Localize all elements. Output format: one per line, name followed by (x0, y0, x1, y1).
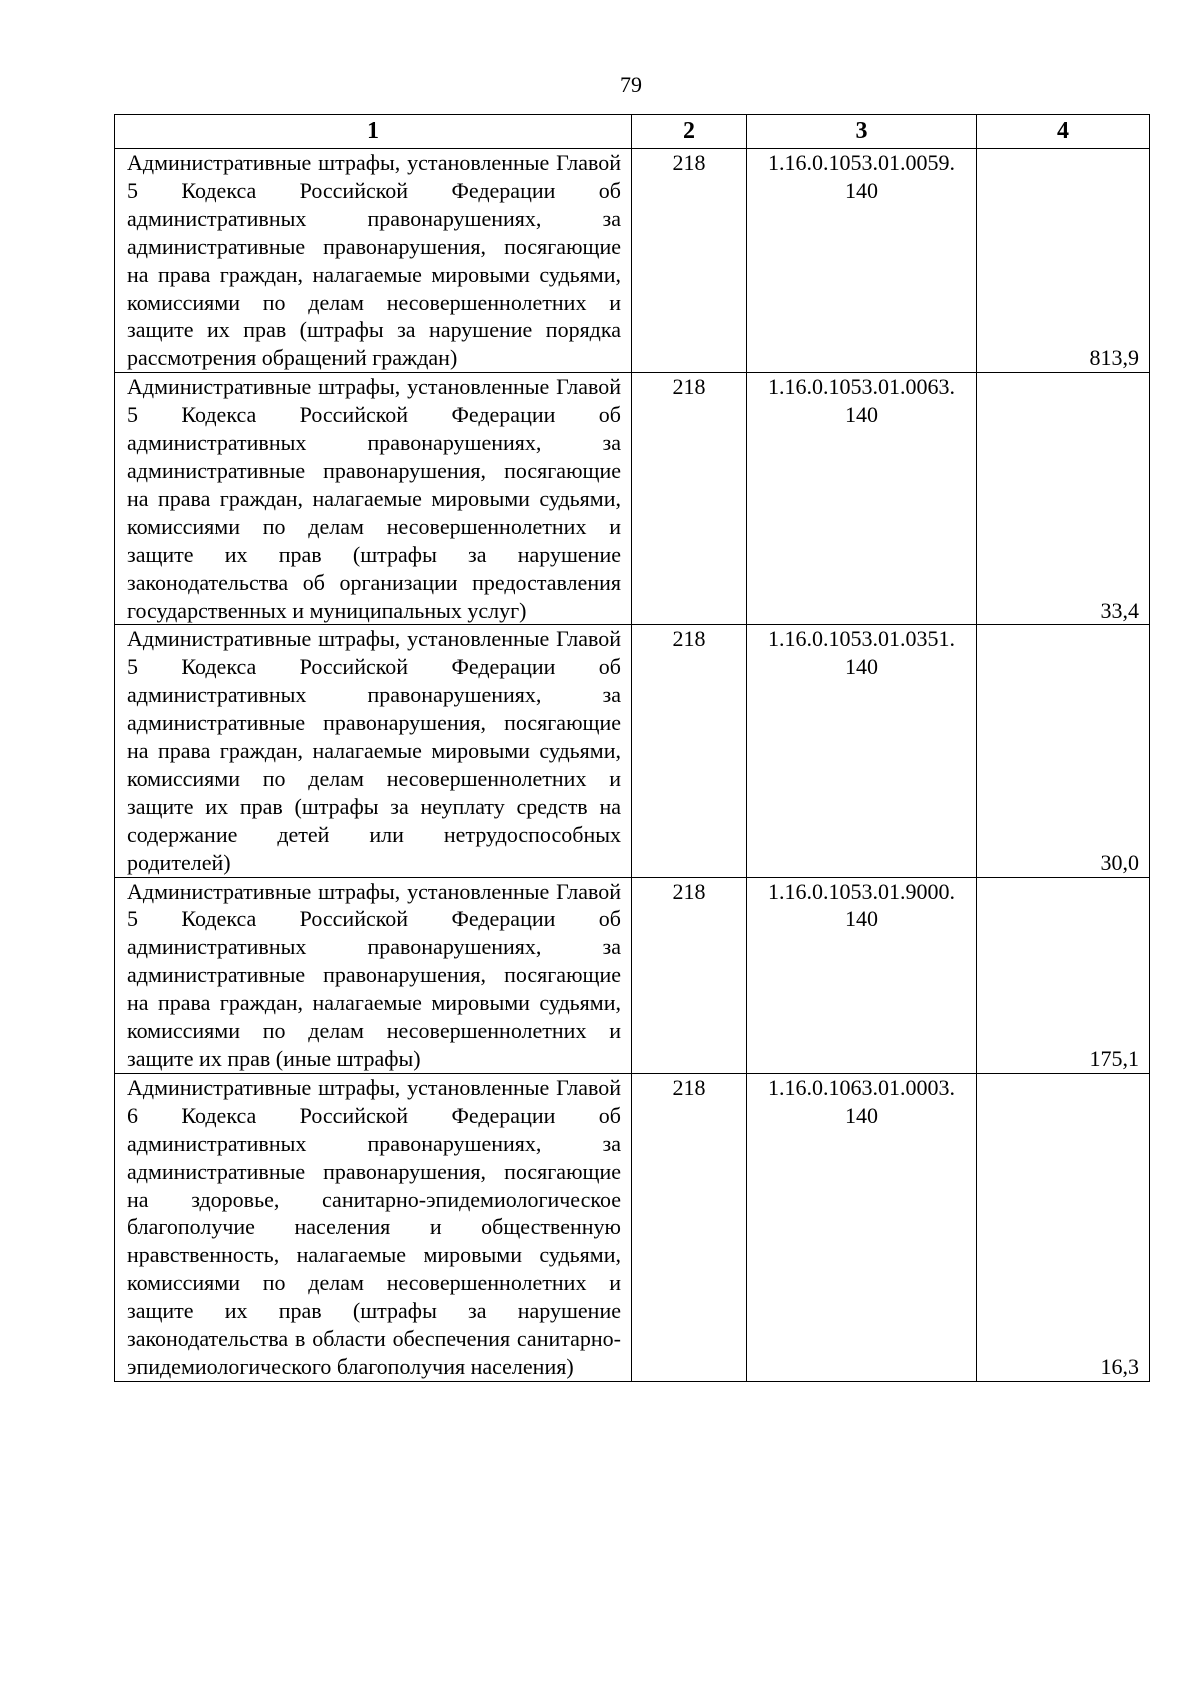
administrator-code-cell: 218 (632, 877, 747, 1073)
classification-code-cell (747, 625, 977, 877)
classification-code-line2: 140 (845, 906, 878, 932)
classification-code-line1: 1.16.0.1053.01.0063. (768, 374, 955, 400)
amount-cell: 813,9 (977, 149, 1150, 373)
column-header-1: 1 (115, 115, 632, 149)
amount-cell: 16,3 (977, 1073, 1150, 1381)
header-row (115, 115, 1150, 149)
income-name-cell: Административные штрафы, установленные Главой 5 Кодекса Российской Федерации об административных правонарушениях, за административные правонарушения, посягающие на права граждан, налагаемые мировыми судьями, комиссиями по делам несовершеннолетних и защите их прав (штрафы за нарушение законодательства об организации предоставления государственных и муниципальных услуг) (115, 373, 632, 625)
income-name-cell: Административные штрафы, установленные Главой 5 Кодекса Российской Федерации об административных правонарушениях, за административные правонарушения, посягающие на права граждан, налагаемые мировыми судьями, комиссиями по делам несовершеннолетних и защите их прав (штрафы за нарушение порядка рассмотрения обращений граждан) (115, 149, 632, 373)
income-name-cell: Административные штрафы, установленные Главой 5 Кодекса Российской Федерации об административных правонарушениях, за административные правонарушения, посягающие на права граждан, налагаемые мировыми судьями, комиссиями по делам несовершеннолетних и защите их прав (штрафы за неуплату средств на содержание детей или нетрудоспособных родителей) (115, 625, 632, 877)
table-row (115, 625, 1150, 877)
table-header (115, 115, 1150, 149)
administrator-code-cell: 218 (632, 149, 747, 373)
classification-code-cell (747, 373, 977, 625)
budget-revenue-table (114, 114, 1150, 1382)
classification-code-line1: 1.16.0.1053.01.0059. (768, 150, 955, 175)
table-row (115, 1073, 1150, 1381)
administrator-code-cell: 218 (632, 373, 747, 625)
administrator-code-cell: 218 (632, 625, 747, 877)
classification-code-cell (747, 1073, 977, 1381)
classification-code-line2: 140 (845, 1102, 878, 1128)
classification-code-line1: 1.16.0.1063.01.0003. (768, 1074, 955, 1100)
income-name-cell: Административные штрафы, установленные Главой 6 Кодекса Российской Федерации об административных правонарушениях, за административные правонарушения, посягающие на здоровье, санитарно-эпидемиологическое благополучие населения и общественную нравственность, налагаемые мировыми судьями, комиссиями по делам несовершеннолетних и защите их прав (штрафы за нарушение законодательства в области обеспечения санитарно-эпидемиологического благополучия населения) (115, 1073, 632, 1381)
classification-code-line1: 1.16.0.1053.01.9000. (768, 878, 955, 904)
classification-code-line2: 140 (845, 654, 878, 680)
classification-code-line2: 140 (845, 402, 878, 428)
administrator-code-cell: 218 (632, 1073, 747, 1381)
amount-cell: 30,0 (977, 625, 1150, 877)
table-body (115, 149, 1150, 1382)
classification-code-cell (747, 149, 977, 373)
classification-code-line2: 140 (845, 177, 878, 203)
column-header-3: 3 (747, 115, 977, 149)
table-row (115, 877, 1150, 1073)
table-row (115, 149, 1150, 373)
classification-code-cell (747, 877, 977, 1073)
column-header-2: 2 (632, 115, 747, 149)
income-name-cell: Административные штрафы, установленные Главой 5 Кодекса Российской Федерации об административных правонарушениях, за административные правонарушения, посягающие на права граждан, налагаемые мировыми судьями, комиссиями по делам несовершеннолетних и защите их прав (иные штрафы) (115, 877, 632, 1073)
page-number: 79 (620, 72, 642, 97)
amount-cell: 175,1 (977, 877, 1150, 1073)
table-row (115, 373, 1150, 625)
classification-code-line1: 1.16.0.1053.01.0351. (768, 626, 955, 652)
amount-cell: 33,4 (977, 373, 1150, 625)
column-header-4: 4 (977, 115, 1150, 149)
